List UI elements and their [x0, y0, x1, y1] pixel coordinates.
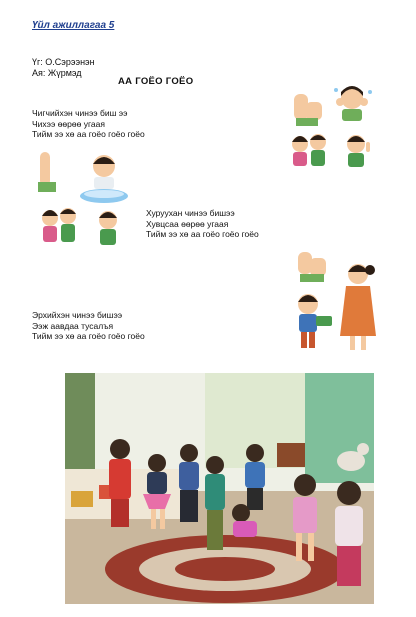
stanza-2 — [146, 208, 259, 240]
raised-finger-icon — [38, 152, 56, 192]
two-kids-icon — [42, 208, 76, 242]
stanza-1 — [32, 108, 145, 140]
child-figure — [179, 444, 199, 522]
kids-washing-face-illustration — [286, 80, 382, 176]
kids-washing-clothes-illustration — [34, 148, 136, 256]
stanza-line: Тийм ээ хө аа гоёо гоёо гоёо — [32, 129, 145, 139]
child-washing-face-icon — [334, 86, 372, 121]
child-pinky-icon — [347, 135, 370, 167]
child-icon — [99, 211, 117, 245]
kids-helping-parents-illustration — [286, 244, 382, 362]
poem-title: АА ГОЁО ГОЁО — [118, 76, 194, 87]
children-dancing-in-classroom-photo — [65, 373, 374, 604]
child-washing-clothes-icon — [80, 155, 128, 203]
stanza-line: Тийм ээ хө аа гоёо гоёо гоёо — [32, 331, 145, 341]
stanza-line: Чихээ өөрөө угаая — [32, 118, 105, 129]
two-kids-icon — [292, 134, 326, 166]
picture-frame — [277, 443, 305, 467]
child-figure — [109, 439, 131, 527]
girl-in-dress-icon — [340, 264, 376, 350]
stanza-line: Чигчийхэн чинээ биш ээ — [32, 108, 128, 118]
stanza-line: Хуруухан чинээ бишээ — [146, 208, 235, 218]
thumbs-up-hand-icon — [294, 94, 322, 126]
stanza-line: Эрхийхэн чинээ бишээ — [32, 310, 123, 320]
child-figure — [205, 456, 225, 550]
credits — [32, 57, 95, 79]
stanza-3 — [32, 310, 145, 342]
child-figure — [245, 444, 265, 510]
classroom-scene — [65, 373, 374, 604]
thumbs-up-hand-icon — [298, 252, 326, 282]
activity-heading: Үйл ажиллагаа 5 — [32, 20, 115, 31]
melody-author: Ая: Жүрмэд — [32, 68, 82, 78]
child-figure — [335, 481, 363, 586]
stanza-line: Ээж аавдаа тусалъя — [32, 320, 114, 331]
boy-with-clothes-icon — [298, 294, 332, 348]
stanza-line: Тийм ээ хө аа гоёо гоёо гоёо — [146, 229, 259, 239]
stanza-line: Хувцсаа өөрөө угаая — [146, 218, 229, 229]
lyrics-author: Үг: О.Сэрээнэн — [32, 57, 95, 67]
